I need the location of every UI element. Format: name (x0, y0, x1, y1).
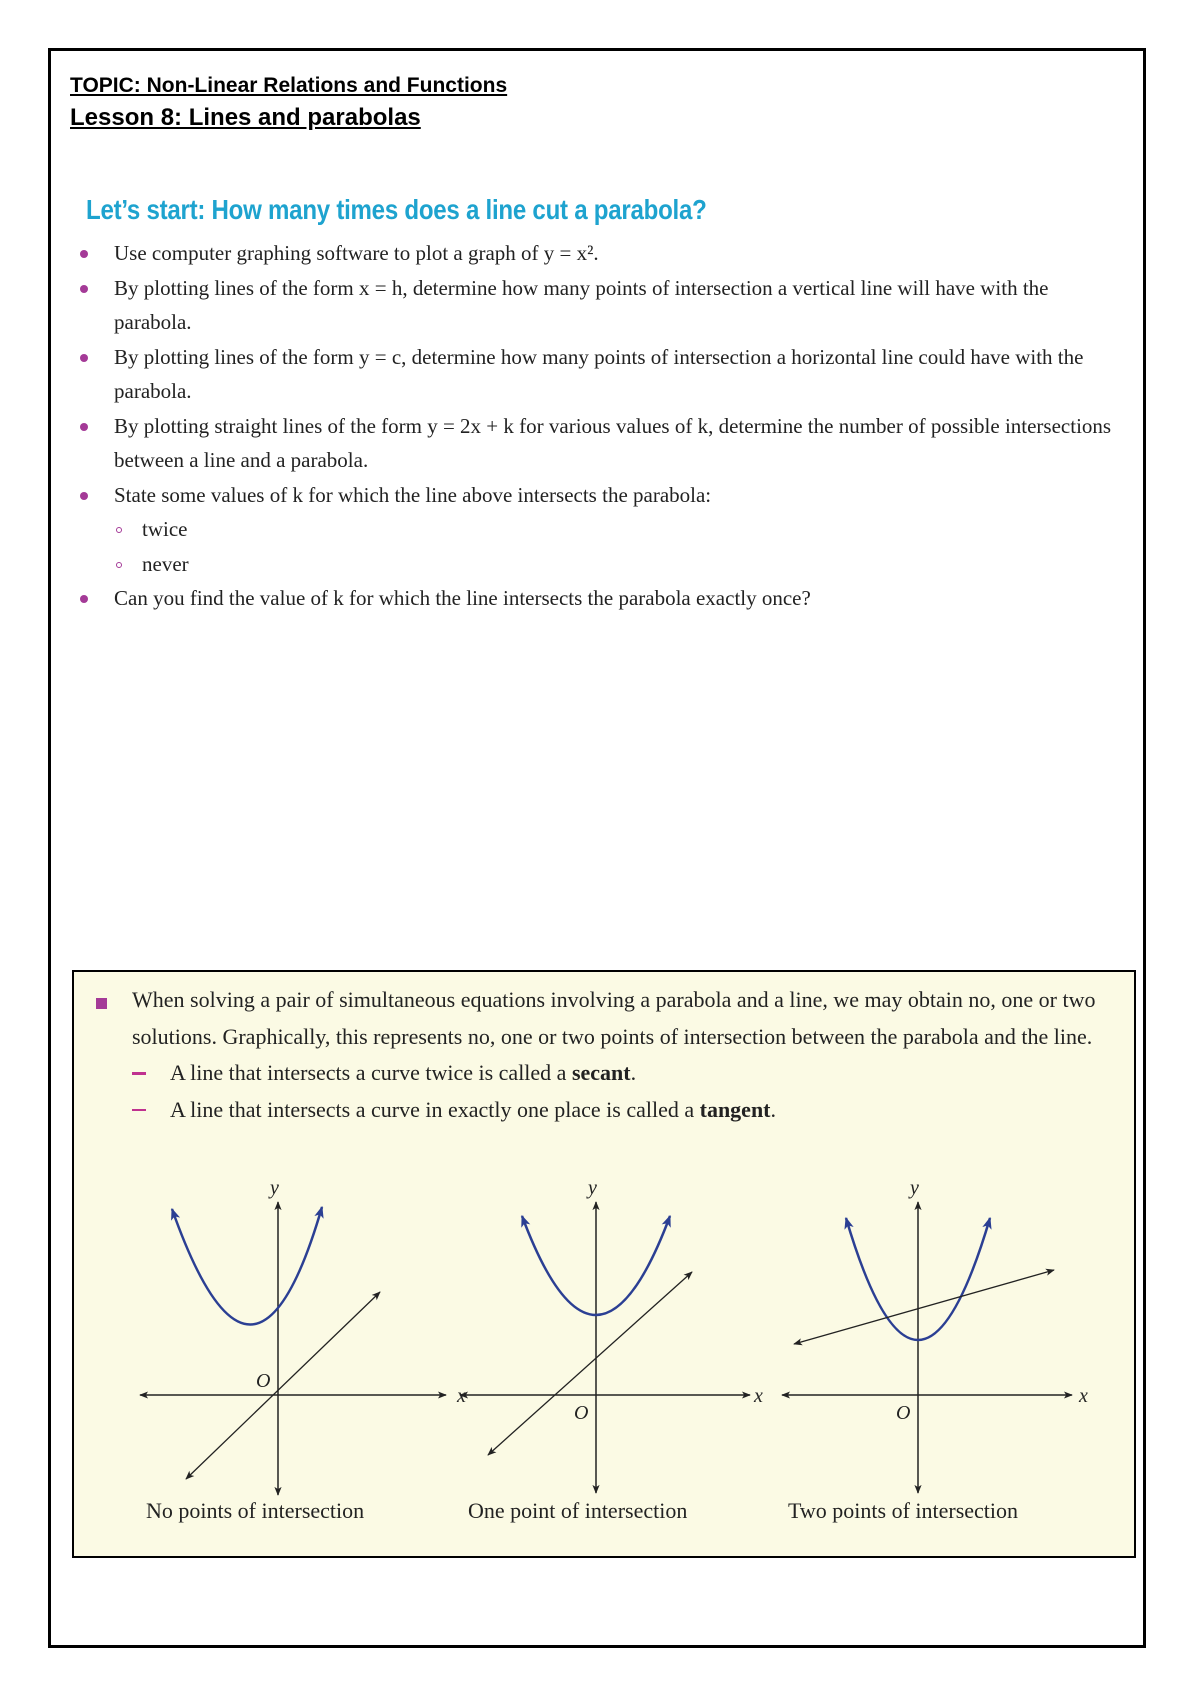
summary-intro: When solving a pair of simultaneous equations involving a parabola and a line, we may obtain no, one or two solutions. Graphically, this represents no, one or two points of intersection between the parabola and the line. (132, 987, 1096, 1049)
x-axis-label: x (754, 1385, 763, 1407)
graph-no-intersection (140, 1177, 466, 1495)
caption-two-intersections: Two points of intersection (788, 1498, 1019, 1523)
bullet-dot-icon (80, 423, 88, 431)
bullet-dot-icon (80, 595, 88, 603)
caption-no-intersection: No points of intersection (146, 1498, 365, 1523)
hollow-bullet-icon (116, 562, 122, 568)
tangent-term: tangent (699, 1096, 771, 1122)
bullet-dot-icon (80, 492, 88, 500)
y-axis-label: y (588, 1177, 597, 1199)
sub-list-item: twice (78, 512, 1128, 547)
list-item: By plotting lines of the form y = c, determine how many points of intersection a horizontal line could have with the parabola. (78, 340, 1128, 409)
secant-definition: A line that intersects a curve twice is called a secant. (132, 1055, 1122, 1092)
topic-title: TOPIC: Non-Linear Relations and Functions (70, 74, 508, 97)
secant-term: secant (571, 1060, 631, 1085)
graph-one-intersection (460, 1177, 763, 1493)
x-axis-label: x (457, 1385, 466, 1407)
hollow-bullet-icon (116, 527, 122, 533)
sub-list-item: never (78, 547, 1128, 582)
origin-label: O (896, 1402, 911, 1424)
line (186, 1292, 380, 1479)
lets-start-heading: Let’s start: How many times does a line cut a parabola? (86, 194, 707, 225)
lesson-title: Lesson 8: Lines and parabolas (70, 104, 421, 131)
origin-label: O (256, 1370, 271, 1392)
summary-box (72, 970, 1136, 1558)
list-item: Use computer graphing software to plot a graph of y = x². (78, 236, 1128, 271)
list-item: By plotting straight lines of the form y = 2x + k for various values of k, determine the number of possible intersections between a line and a parabola. (78, 409, 1128, 478)
y-axis-label: y (910, 1177, 919, 1199)
lets-start-bullets (78, 236, 1128, 616)
x-axis-label: x (1079, 1385, 1088, 1407)
tangent-line (488, 1272, 692, 1455)
bullet-dot-icon (80, 285, 88, 293)
parabola (172, 1207, 322, 1325)
list-item: Can you find the value of k for which the line intersects the parabola exactly once? (78, 581, 1128, 616)
graph-two-intersections (782, 1177, 1088, 1493)
y-axis-label: y (270, 1177, 279, 1199)
list-item: By plotting lines of the form x = h, determine how many points of intersection a vertical line will have with the parabola. (78, 271, 1128, 340)
tangent-definition: A line that intersects a curve in exactly one place is called a tangent. (132, 1092, 1122, 1129)
bullet-dot-icon (80, 250, 88, 258)
origin-label: O (574, 1402, 589, 1424)
bullet-dot-icon (80, 354, 88, 362)
list-item: State some values of k for which the line above intersects the parabola: (78, 478, 1128, 513)
caption-one-intersection: One point of intersection (468, 1498, 688, 1523)
secant-line (794, 1270, 1054, 1344)
intersection-diagrams (74, 972, 1138, 1560)
